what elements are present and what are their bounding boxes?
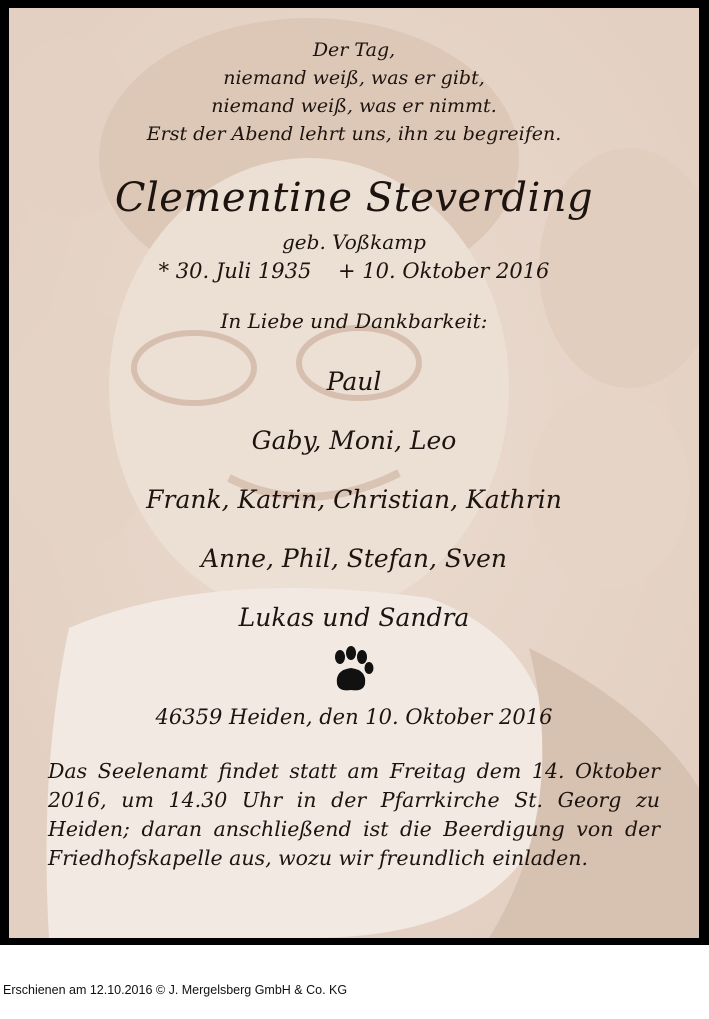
- thanks-line: In Liebe und Dankbarkeit:: [220, 309, 488, 333]
- place-and-date: 46359 Heiden, den 10. Oktober 2016: [155, 705, 553, 729]
- family-line: Gaby, Moni, Leo: [251, 426, 457, 455]
- publication-footer: Erschienen am 12.10.2016 © J. Mergelsberg GmbH & Co. KG: [3, 983, 348, 997]
- deceased-name: Clementine Steverding: [114, 175, 594, 221]
- paw-print-icon: [327, 646, 377, 696]
- motto-verse: [9, 36, 699, 148]
- life-dates: [9, 259, 699, 283]
- family-line: Frank, Katrin, Christian, Kathrin: [146, 485, 562, 514]
- death-date: + 10. Oktober 2016: [338, 259, 550, 283]
- birth-date: * 30. Juli 1935: [158, 259, 312, 283]
- birth-name: geb. Voßkamp: [282, 230, 426, 254]
- motto-line: Der Tag,: [312, 39, 396, 61]
- family-line: Paul: [326, 367, 382, 396]
- obituary-content: [9, 8, 699, 938]
- motto-line: Erst der Abend lehrt uns, ihn zu begreifen.: [146, 123, 562, 145]
- motto-line: niemand weiß, was er gibt,: [223, 67, 485, 89]
- family-line: Lukas und Sandra: [238, 603, 470, 632]
- family-line: Anne, Phil, Stefan, Sven: [200, 544, 508, 573]
- service-announcement: Das Seelenamt findet statt am Freitag dem 14. Oktober 2016, um 14.30 Uhr in der Pfarrkirche St. Georg zu Heiden; daran anschließend ist die Beerdigung von der Friedhofskapelle aus, wozu wir freundlich einladen.: [48, 759, 660, 870]
- motto-line: niemand weiß, was er nimmt.: [211, 95, 497, 117]
